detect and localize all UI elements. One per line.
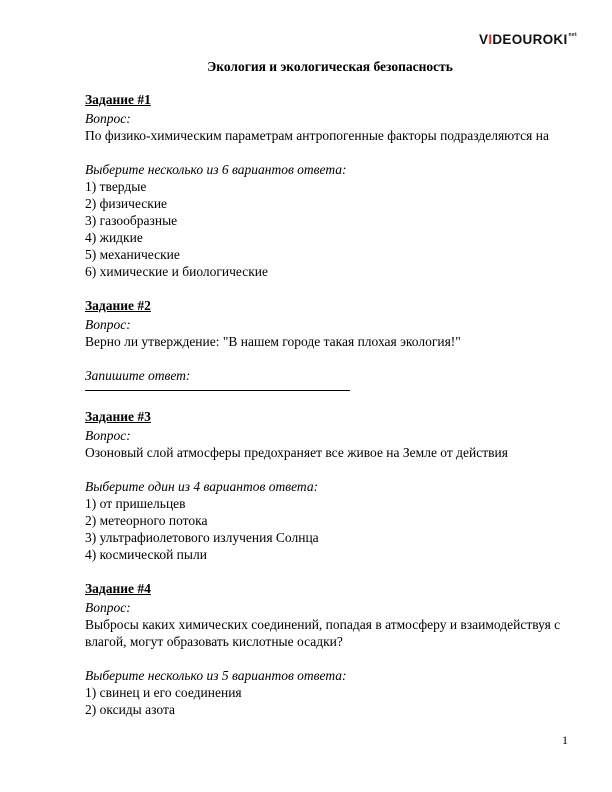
logo-suffix: net [568, 32, 577, 38]
answer-option: 3) газообразные [85, 213, 178, 228]
answer-option: 1) от пришельцев [85, 496, 186, 511]
answer-option: 1) свинец и его соединения [85, 685, 242, 700]
logo-letter-i: I [488, 32, 493, 47]
answer-instruction: Выберите несколько из 5 вариантов ответа: [85, 668, 347, 683]
task-2 [85, 296, 575, 391]
task-heading: Задание #4 [85, 581, 151, 596]
answer-option: 1) твердые [85, 179, 147, 194]
task-3 [85, 407, 575, 563]
question-text: По физико-химическим параметрам антропогенные факторы подразделяются на [85, 128, 549, 143]
page-number: 1 [562, 733, 568, 747]
answer-option: 2) физические [85, 196, 168, 211]
answer-option: 5) механические [85, 247, 180, 262]
answer-instruction: Запишите ответ: [85, 368, 191, 383]
answer-option: 4) космической пыли [85, 547, 207, 562]
question-label: Вопрос: [85, 428, 131, 443]
answer-option: 3) ультрафиолетового излучения Солнца [85, 530, 319, 545]
answer-instruction: Выберите один из 4 вариантов ответа: [85, 479, 319, 494]
document-body [85, 90, 575, 734]
answer-option: 6) химические и биологические [85, 264, 269, 279]
task-heading: Задание #1 [85, 92, 151, 107]
question-text: Верно ли утверждение: "В нашем городе такая плохая экология!" [85, 334, 461, 349]
document-title: Экология и экологическая безопасность [207, 59, 453, 74]
logo-text: DEOUROKI [492, 32, 568, 47]
task-4 [85, 579, 575, 718]
question-label: Вопрос: [85, 111, 131, 126]
videouroki-logo [479, 33, 577, 47]
task-1 [85, 90, 575, 280]
logo-letter-v: V [479, 32, 489, 47]
question-text: Озоновый слой атмосферы предохраняет все живое на Земле от действия [85, 445, 508, 460]
answer-blank-line [85, 390, 350, 391]
answer-instruction: Выберите несколько из 6 вариантов ответа: [85, 162, 347, 177]
answer-option: 2) метеорного потока [85, 513, 208, 528]
question-label: Вопрос: [85, 317, 131, 332]
task-heading: Задание #2 [85, 298, 151, 313]
answer-option: 4) жидкие [85, 230, 143, 245]
answer-option: 2) оксиды азота [85, 702, 175, 717]
question-text: Выбросы каких химических соединений, попадая в атмосферу и взаимодействуя с влагой, могут образовать кислотные осадки? [85, 617, 561, 649]
question-label: Вопрос: [85, 600, 131, 615]
task-heading: Задание #3 [85, 409, 151, 424]
